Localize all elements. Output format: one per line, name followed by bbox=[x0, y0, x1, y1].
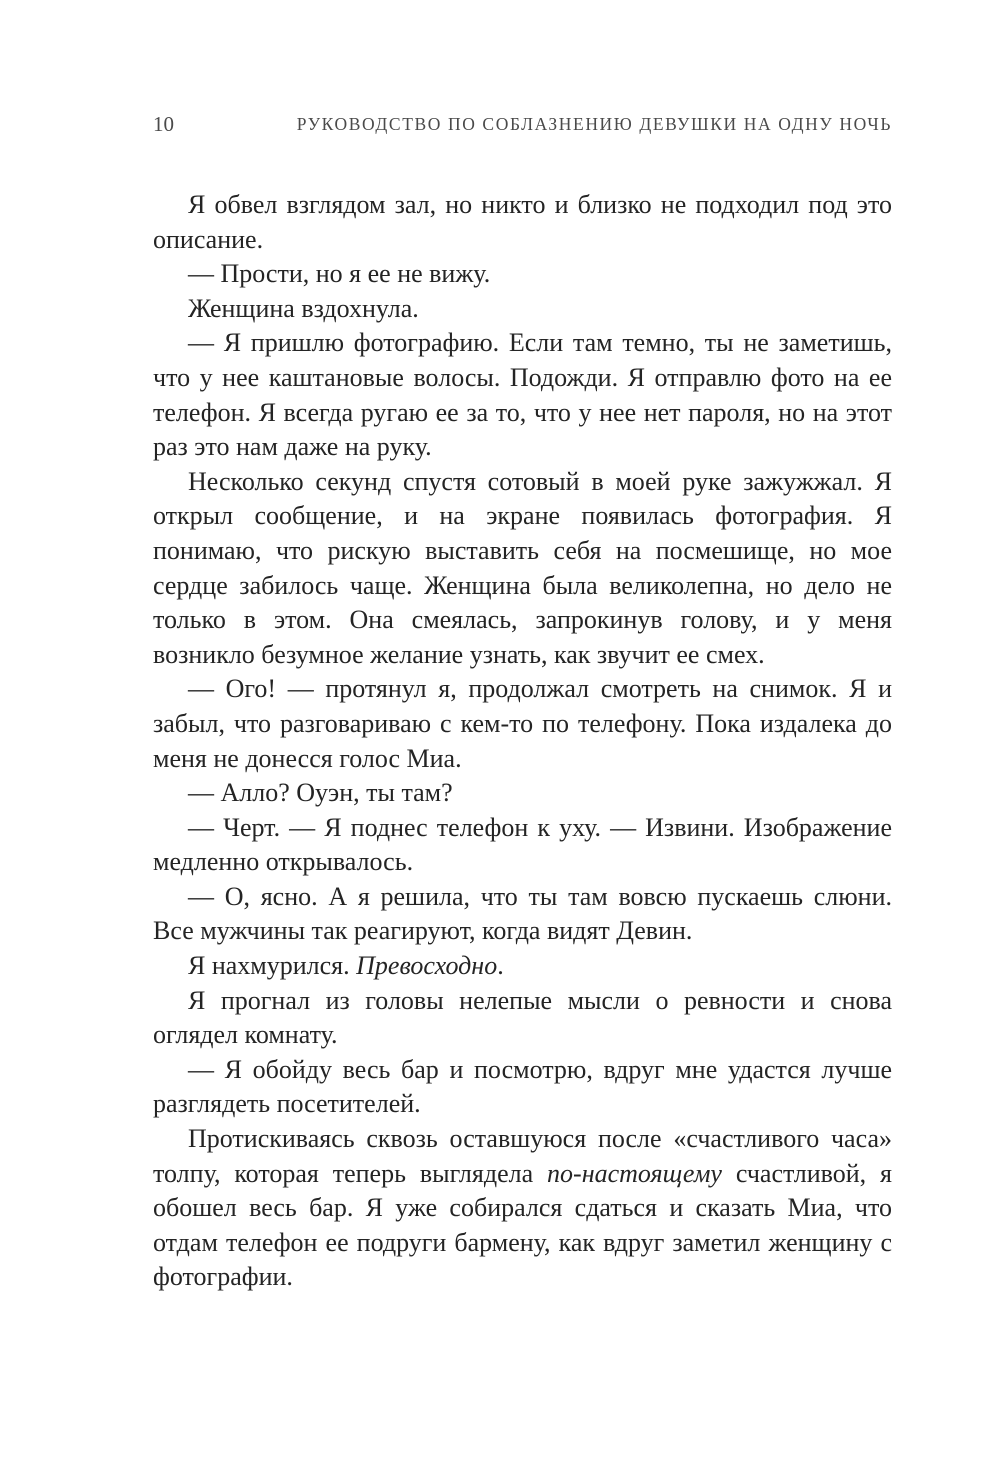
paragraph: — О, ясно. А я решила, что ты там вовсю пускаешь слюни. Все мужчины так реагируют, когда видят Девин. bbox=[153, 881, 892, 946]
paragraph: — Я обойду весь бар и посмотрю, вдруг мне удастся лучше разглядеть посетителей. bbox=[153, 1054, 892, 1119]
paragraph: Несколько секунд спустя сотовый в моей руке зажужжал. Я открыл сообщение, и на экране появилась фотография. Я понимаю, что рискую выставить себя на посмешище, но мое сердце забилось чаще. Женщина была великолепна, но дело не только в этом. Она смеялась, запрокинув голову, и у меня возникло безумное желание узнать, как звучит ее смех. bbox=[153, 466, 892, 669]
paragraph-text: Я нахмурился. bbox=[188, 951, 357, 981]
page-number: 10 bbox=[153, 112, 174, 136]
paragraph: — Алло? Оуэн, ты там? bbox=[188, 778, 453, 808]
paragraph-text: . bbox=[497, 951, 504, 981]
paragraph-text: Протискиваясь сквозь оставшуюся после «счастливого часа» толпу, которая теперь выглядела bbox=[153, 1124, 892, 1188]
italic-emphasis: Превосходно bbox=[356, 951, 498, 981]
italic-emphasis: по-настоящему bbox=[547, 1158, 722, 1188]
paragraph: Я обвел взглядом зал, но никто и близко не подходил под это описание. bbox=[153, 190, 892, 254]
running-head bbox=[153, 112, 892, 142]
paragraph: Я прогнал из головы нелепые мысли о ревности и снова оглядел комнату. bbox=[153, 985, 892, 1050]
paragraph: — Я пришлю фотографию. Если там темно, ты не заметишь, что у нее каштановые волосы. Подожди. Я отправлю фото на ее телефон. Я всегда ругаю ее за то, что у нее нет пароля, но на этот раз это нам даже на руку. bbox=[153, 328, 892, 462]
paragraph: — Ого! — протянул я, продолжал смотреть на снимок. Я и забыл, что разговариваю с кем-то по телефону. Пока издалека до меня не донесся голос Миа. bbox=[153, 674, 892, 773]
paragraph: Женщина вздохнула. bbox=[188, 293, 419, 323]
paragraph bbox=[153, 1122, 892, 1295]
paragraph: — Черт. — Я поднес телефон к уху. — Извини. Изображение медленно открывалось. bbox=[153, 812, 892, 877]
paragraph-text: счастливой, я обошел весь бар. Я уже собирался сдаться и сказать Миа, что отдам телефон ее подруги бармену, как вдруг заметил женщину с фотографии. bbox=[153, 1158, 892, 1292]
paragraph bbox=[153, 949, 892, 984]
running-title: РУКОВОДСТВО ПО СОБЛАЗНЕНИЮ ДЕВУШКИ НА ОДНУ НОЧЬ bbox=[296, 114, 892, 134]
paragraph: — Прости, но я ее не вижу. bbox=[188, 259, 491, 289]
body-text bbox=[153, 188, 892, 1295]
